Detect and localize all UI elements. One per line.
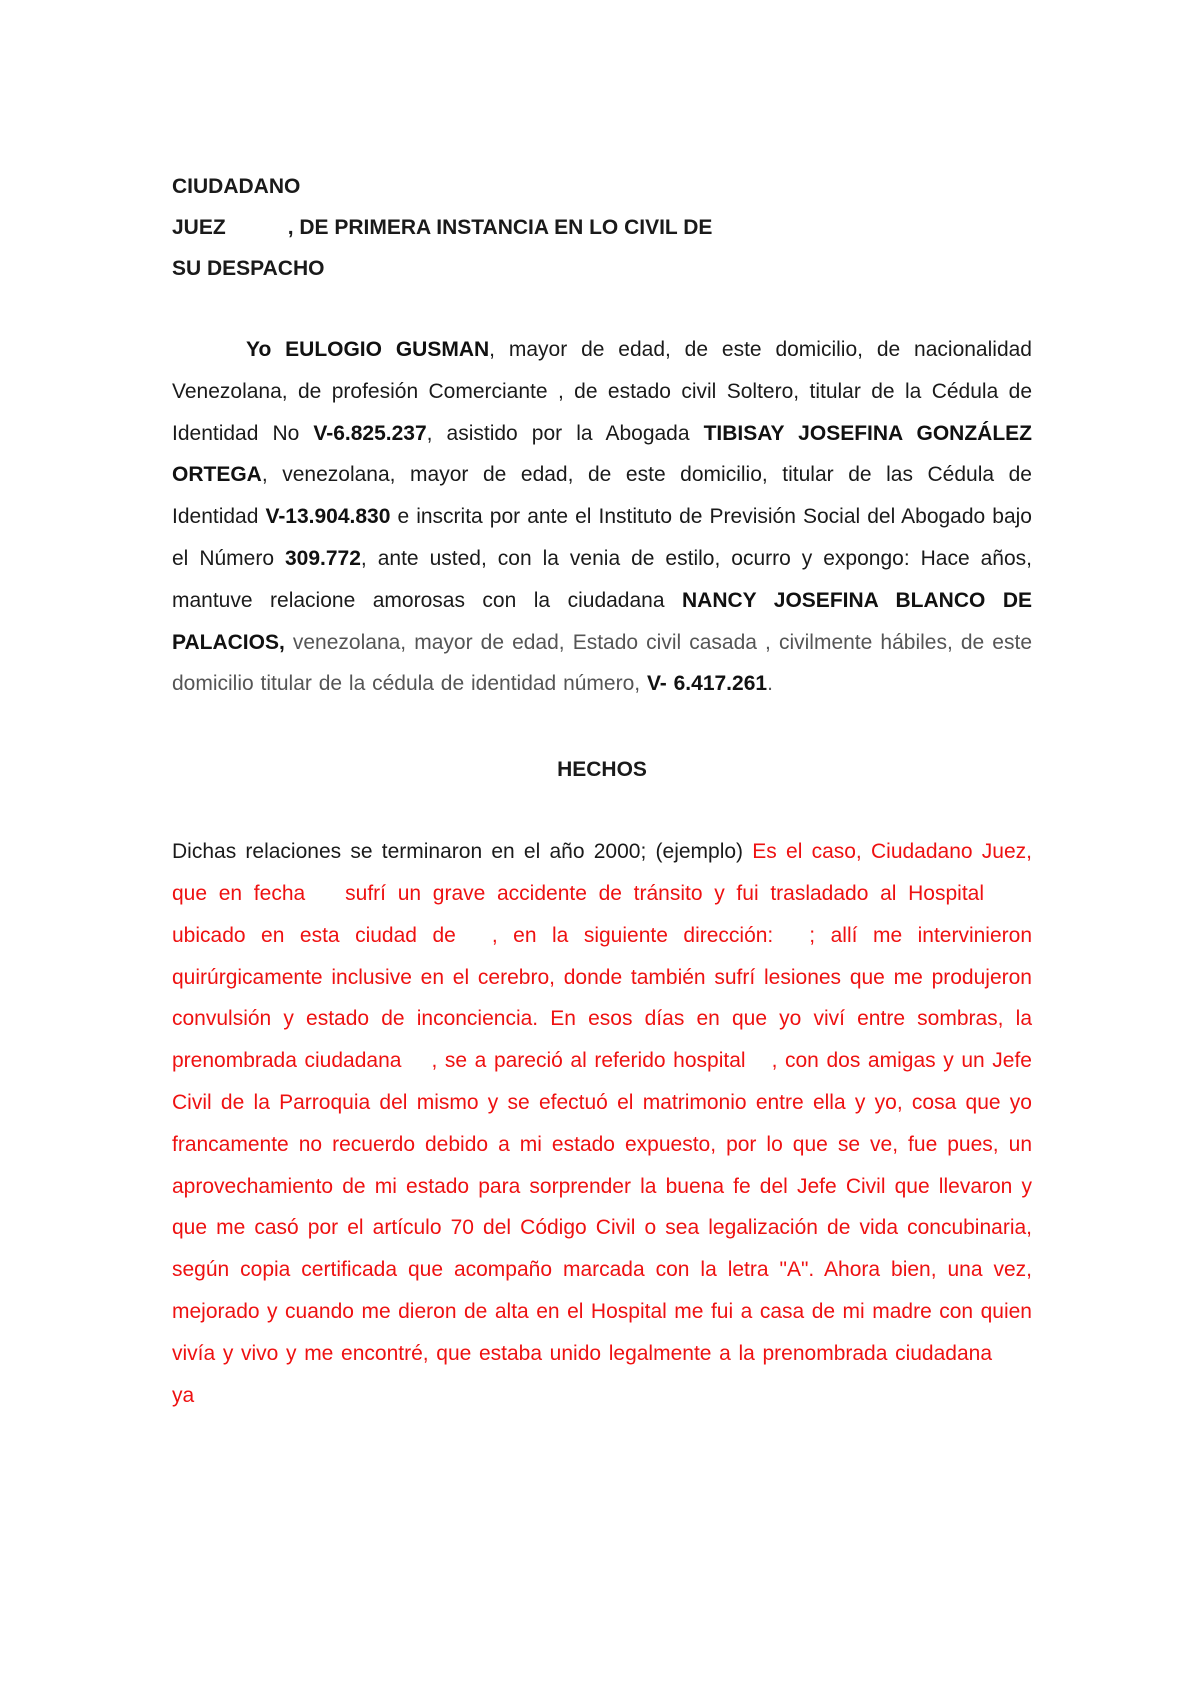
lawyer-registration: 309.772 xyxy=(285,546,361,570)
intro-text-1: , mayor de edad, de este domicilio, de nacionalidad Venezolana, de profesión Comerciante , de estado civil Soltero, titular de la Cédula de Identidad No xyxy=(172,338,1032,445)
document-body xyxy=(172,166,1032,1437)
facts-text-7: , con dos amigas y un Jefe Civil de la Parroquia del mismo y se efectuó el matrimonio entre ella y yo, cosa que yo francamente no recuerdo debido a mi estado expuesto, por lo que se ve, fue pues, un aprovechamiento de mi estado para sorprender la buena fe del Jefe Civil que llevaron y que me casó por el artículo 70 del Código Civil o sea legalización de vida concubinaria, según copia certificada que acompaño marcada con la letra "A". Ahora bien, una vez, mejorado y cuando me dieron de alta en el Hospital me fui a casa de mi madre con quien vivía y vivo y me encontré, que estaba unido legalmente a la prenombrada ciudadana xyxy=(172,1049,1032,1365)
intro-text-3: , venezolana, mayor de edad, de este domicilio, titular de las Cédula de Identidad xyxy=(172,463,1032,529)
facts-text-2: sufrí un grave accidente de tránsito y fui trasladado al Hospital xyxy=(345,881,984,905)
intro-yo: Yo xyxy=(246,338,286,361)
intro-text-4: e inscrita por ante el Instituto de Previsión Social del Abogado bajo el Número xyxy=(172,505,1032,570)
intro-text-2: , asistido por la Abogada xyxy=(426,421,704,445)
facts-text-5: ; allí me intervinieron quirúrgicamente inclusive en el cerebro, donde también sufrí lesiones que me produjeron convulsión y estado de inconciencia. En esos días en que yo viví entre sombras, la prenombrada ciudadana xyxy=(172,923,1033,1073)
facts-paragraph xyxy=(172,831,1032,1416)
addressee-label: CIUDADANO xyxy=(172,175,301,198)
facts-text-3: ubicado en esta ciudad de xyxy=(172,923,456,947)
judge-label: JUEZ xyxy=(172,216,226,239)
intro-text-7: . xyxy=(767,672,773,696)
address-line-3 xyxy=(172,248,1032,289)
spouse-id: V- 6.417.261 xyxy=(646,672,768,696)
address-line-2 xyxy=(172,207,1032,248)
facts-text-1: Es el caso, Ciudadano Juez, que en fecha xyxy=(172,840,1032,905)
intro-text-6: venezolana, mayor de edad, Estado civil casada , civilmente hábiles, de este domicilio titular de la cédula de identidad número, xyxy=(172,630,1032,696)
office-label: SU DESPACHO xyxy=(172,257,325,280)
petitioner-id: V-6.825.237 xyxy=(313,421,427,445)
lawyer-name: TIBISAY JOSEFINA GONZÁLEZ ORTEGA xyxy=(172,421,1032,487)
intro-paragraph xyxy=(172,329,1032,705)
intro-text-5: , ante usted, con la venia de estilo, ocurro y expongo: Hace años, mantuve relacione amorosas con la ciudadana xyxy=(172,546,1033,612)
petitioner-name: EULOGIO GUSMAN xyxy=(285,338,490,361)
spouse-name: NANCY JOSEFINA BLANCO DE PALACIOS, xyxy=(172,588,1032,654)
address-line-1 xyxy=(172,166,1032,207)
facts-text-6: , se a pareció al referido hospital xyxy=(431,1049,746,1073)
facts-text-4: , en la siguiente dirección: xyxy=(491,923,774,947)
section-heading: HECHOS xyxy=(557,758,647,782)
facts-intro: Dichas relaciones se terminaron en el año 2000; (ejemplo) xyxy=(172,840,753,864)
lawyer-id: V-13.904.830 xyxy=(265,505,391,529)
facts-text-8: ya xyxy=(172,1383,195,1407)
court-label: , DE PRIMERA INSTANCIA EN LO CIVIL DE xyxy=(287,216,713,239)
